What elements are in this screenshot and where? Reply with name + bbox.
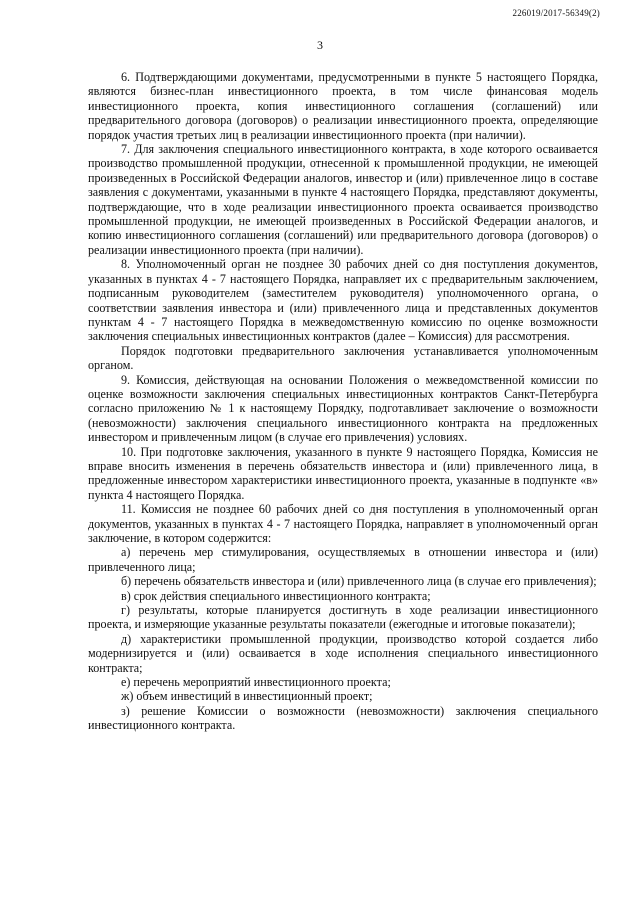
list-item-b: б) перечень обязательств инвестора и (или) привлеченного лица (в случае его привлечения); [121, 574, 597, 589]
paragraph-8: 8. Уполномоченный орган не позднее 30 рабочих дней со дня поступления документов, указанных в пунктах 4 - 7 настоящего Порядка, направляет их с предварительным заключением, подписанным руководителем (заместителем руководителя) уполномоченного органа, о соответствии заявления инвестора и (или) привлеченного лица и представленных документов пунктам 4 - 7 настоящего Порядка в межведомственную комиссию по оценке возможности заключения специальных инвестиционных контрактов (далее – Комиссия) для рассмотрения. [88, 257, 598, 344]
paragraph-9: 9. Комиссия, действующая на основании Положения о межведомственной комиссии по оценке возможности заключения специальных инвестиционных контрактов Санкт-Петербурга согласно приложению № 1 к настоящему Порядку, подготавливает заключение о возможности (невозможности) заключения специального инвестиционного контракта на предложенных инвестором и привлеченным лицом (в случае его привлечения) условиях. [88, 372, 598, 445]
list-item-zh: ж) объем инвестиций в инвестиционный проект; [121, 689, 373, 704]
paragraph-11: 11. Комиссия не позднее 60 рабочих дней со дня поступления в уполномоченный орган документов, указанных в пунктах 4 - 7 настоящего Порядка, направляет в уполномоченный орган заключение, в котором содержится: [88, 502, 598, 545]
page-number: 3 [317, 38, 323, 52]
list-item-a: а) перечень мер стимулирования, осуществляемых в отношении инвестора и (или) привлеченного лица; [88, 545, 598, 574]
paragraph-6: 6. Подтверждающими документами, предусмотренными в пункте 5 настоящего Порядка, являются бизнес-план инвестиционного проекта, в том числе финансовая модель инвестиционного проекта, копия инвестиционного соглашения (соглашений) или предварительного договора (договоров) о реализации инвестиционного проекта, определяющие порядок участия третьих лиц в реализации инвестиционного проекта (при наличии). [88, 70, 598, 142]
paragraph-8-note: Порядок подготовки предварительного заключения устанавливается уполномоченным органом. [88, 343, 598, 373]
paragraph-7: 7. Для заключения специального инвестиционного контракта, в ходе которого осваивается производство промышленной продукции, отнесенной к промышленной продукции, не имеющей произведенных в Российской Федерации аналогов, инвестор и (или) привлеченное лицо в составе заявления с документами, указанными в пункте 4 настоящего Порядка, представляют документы, подтверждающие, что в ходе реализации инвестиционного проекта осваивается производство промышленной продукции, не имеющей произведенных в Российской Федерации аналогов, и копию инвестиционного соглашения (соглашений) или предварительного договора (договоров) о реализации инвестиционного проекта (при наличии). [88, 142, 598, 257]
paragraph-10: 10. При подготовке заключения, указанного в пункте 9 настоящего Порядка, Комиссия не вправе вносить изменения в перечень обязательств инвестора и (или) привлеченного лица, в предложенные инвестором характеристики инвестиционного проекта, указанные в подпункте «в» пункта 4 настоящего Порядка. [88, 444, 598, 502]
list-item-z: з) решение Комиссии о возможности (невозможности) заключения специального инвестиционного контракта. [88, 703, 598, 733]
list-item-d: д) характеристики промышленной продукции, производство которой создается либо модернизируется и (или) осваивается в ходе исполнения специального инвестиционного контракта; [88, 631, 598, 675]
list-item-g: г) результаты, которые планируется достигнуть в ходе реализации инвестиционного проекта, и измеряющие указанные результаты показатели (ежегодные и итоговые показатели); [88, 603, 598, 632]
document-id: 226019/2017-56349(2) [512, 8, 600, 18]
list-item-e: е) перечень мероприятий инвестиционного проекта; [121, 675, 391, 690]
document-body [88, 70, 598, 733]
list-item-v: в) срок действия специального инвестиционного контракта; [121, 588, 431, 603]
